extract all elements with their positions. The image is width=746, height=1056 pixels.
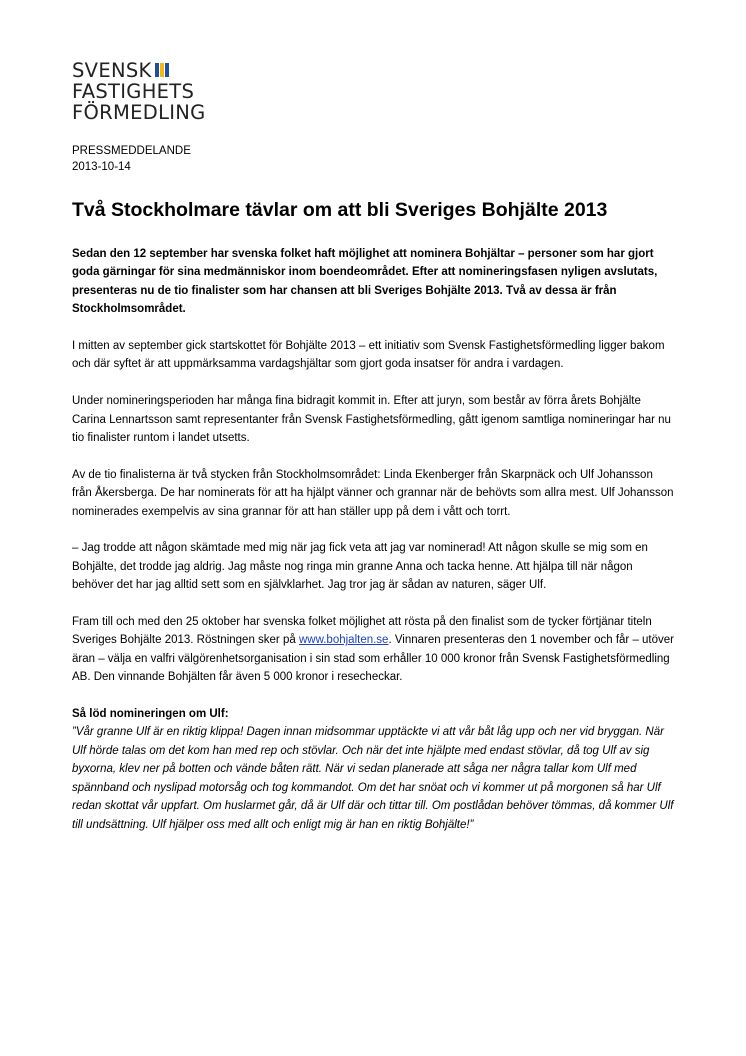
paragraph-1: I mitten av september gick startskottet för Bohjälte 2013 – ett initiativ som Svensk Fastighetsförmedling ligger bakom och där syftet är att uppmärksamma vardagshjältar som gjort goda insatser för andra i vardagen. [72,340,665,371]
paragraph-4-quote: – Jag trodde att någon skämtade med mig när jag fick veta att jag var nominerad! Att någon skulle se mig som en Bohjälte, det trodde jag aldrig. Jag måste nog ringa min granne Anna och tacka henne. Att hjälpa till när någon behöver det har jag alltid sett som en självklarhet. Jag tror jag är sådan av naturen, säger Ulf. [72,542,648,592]
logo-line-1: SVENSK [72,60,206,81]
logo-line-2: FASTIGHETS [72,80,195,103]
page-title: Två Stockholmare tävlar om att bli Sveriges Bohjälte 2013 [72,199,608,221]
logo-line-3: FÖRMEDLING [72,101,206,124]
paragraph-5: Fram till och med den 25 oktober har svenska folket möjlighet att rösta på den finalist som de tycker förtjänar titeln Sveriges Bohjälte 2013. Röstningen sker på www.bohjalten.se. Vinnaren presenteras den 1 november och får – utöver äran – välja en valfri välgörenhetsorganisation i sin stad som erhåller 10 000 kronor från Svensk Fastighetsförmedling AB. Den vinnande Bohjälten får även 5 000 kronor i resecheckar. [72,616,674,684]
nomination-quote: ”Vår granne Ulf är en riktig klippa! Dagen innan midsommar upptäckte vi att vår båt låg upp och ner vid bryggan. När Ulf hörde talas om det kom han med rep och stövlar. Och när det inte hjälpte med endast stövlar, då tog Ulf av sig byxorna, klev ner på botten och vände båten rätt. När vi sedan planerade att såga ner några tallar kom Ulf med spännband och nyslipad motorsåg och tog kommandot. Om det har snöat och vi kommer ut på morgonen så har Ulf redan skottat vår uppfart. Om huslarmet går, då är Ulf där och tittar till. Om postlådan behöver tömmas, då kommer Ulf till undsättning. Ulf hjälper oss med allt och enligt mig är han en riktig Bohjälte!” [72,726,674,831]
flag-blue-stripe [165,63,169,77]
release-date: 2013-10-14 [72,161,131,173]
nomination-section [72,705,674,834]
nomination-heading: Så löd nomineringen om Ulf: [72,708,229,721]
bohjalten-link[interactable]: www.bohjalten.se [298,634,389,647]
paragraph-2: Under nomineringsperioden har många fina bidragit kommit in. Efter att juryn, som består av förra årets Bohjälte Carina Lennartsson samt representanter från Svensk Fastighetsförmedling, gått igenom samtliga nomineringar har nu tio finalister runtom i landet utsetts. [72,395,671,445]
release-meta [72,143,191,175]
flag-gold-stripe [160,63,164,77]
flag-blue-stripe [155,63,159,77]
lead-paragraph: Sedan den 12 september har svenska folket haft möjlighet att nominera Bohjältar – personer som har gjort goda gärningar för sina medmänniskor inom boendeområdet. Efter att nomineringsfasen nyligen avslutats, presenteras nu de tio finalister som har chansen att bli Sveriges Bohjälte 2013. Två av dessa är från Stockholmsområdet. [72,248,658,316]
paragraph-3: Av de tio finalisterna är två stycken från Stockholmsområdet: Linda Ekenberger från Skarpnäck och Ulf Johansson från Åkersberga. De har nominerats för att ha hjälpt vänner och grannar när de behövts som allra mest. Ulf Johansson nominerades exempelvis av sina grannar för att han ställer upp på dem i vått och torrt. [72,468,674,518]
release-label: PRESSMEDDELANDE [72,145,191,157]
company-logo [72,60,206,123]
article-body [72,245,674,852]
swedish-flag-icon [155,63,169,77]
